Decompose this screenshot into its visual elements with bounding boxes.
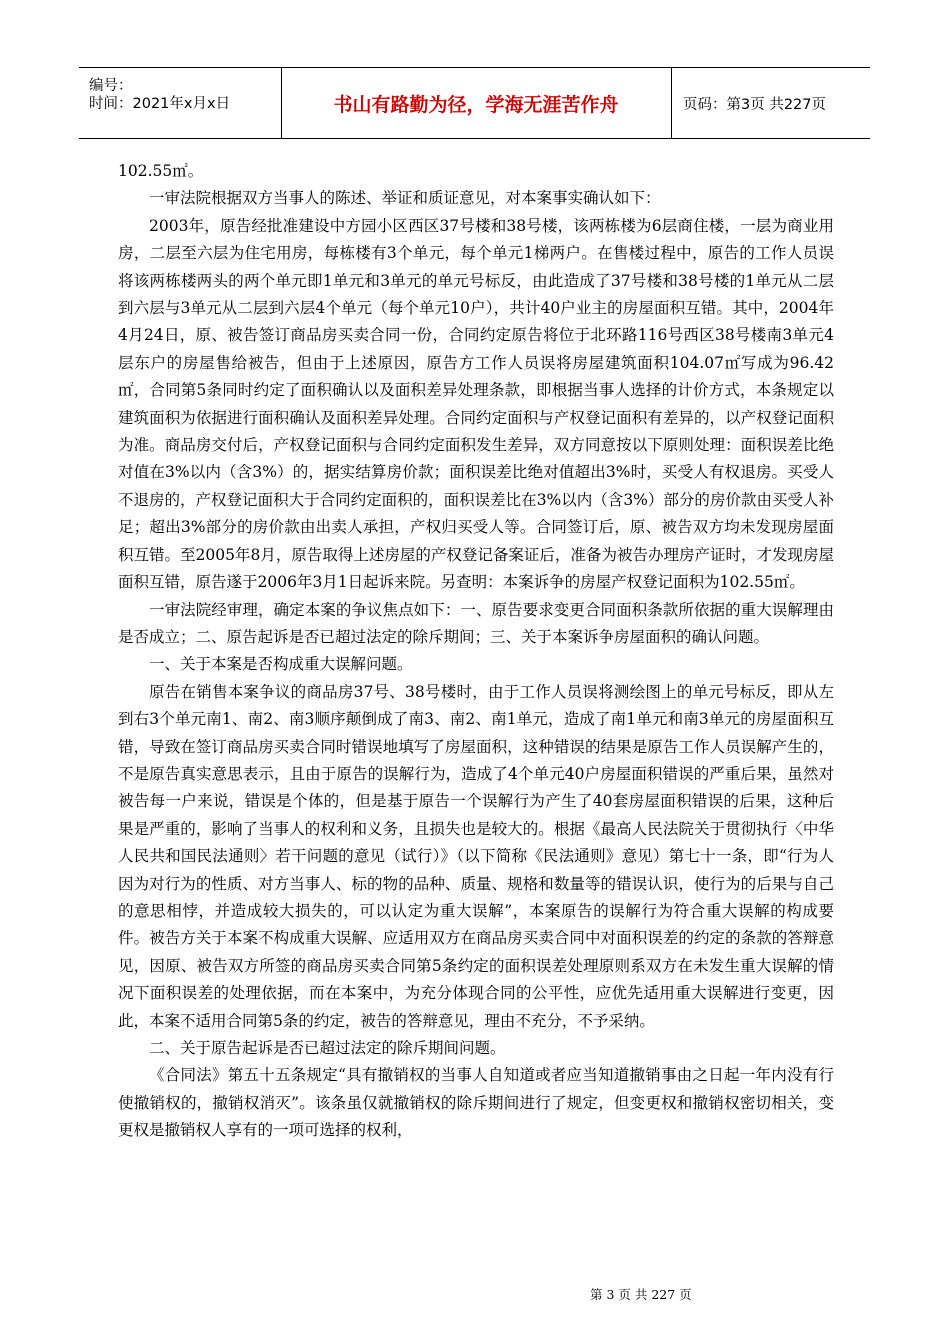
paragraph: 一审法院根据双方当事人的陈述、举证和质证意见，对本案事实确认如下：	[149, 189, 661, 208]
header-motto: 书山有路勤为径，学海无涯苦作舟	[281, 68, 672, 138]
body-text	[118, 158, 834, 1145]
time-label: 时间：2021年x月x日	[89, 96, 231, 112]
paragraph: 《合同法》第五十五条规定“具有撤销权的当事人自知道或者应当知道撤销事由之日起一年内没有行使撤销权的，撤销权消灭”。该条虽仅就撤销权的除斥期间进行了规定，但变更权和撤销权密切相关，变更权是撤销权人享有的一项可选择的权利，	[118, 1066, 834, 1140]
paragraph: 2003年，原告经批准建设中方园小区西区37号楼和38号楼，该两栋楼为6层商住楼，一层为商业用房，二层至六层为住宅用房，每栋楼有3个单元，每个单元1梯两户。在售楼过程中，原告的工作人员误将该两栋楼两头的两个单元即1单元和3单元的单元号标反，由此造成了37号楼和38号楼的1单元从二层到六层与3单元从二层到六层4个单元（每个单元10户），共计40户业主的房屋面积互错。其中，2004年4月24日，原、被告签订商品房买卖合同一份，合同约定原告将位于北环路116号西区38号楼南3单元4层东户的房屋售给被告，但由于上述原因，原告方工作人员误将房屋建筑面积104.07㎡写成为96.42㎡，合同第5条同时约定了面积确认以及面积差异处理条款，即根据当事人选择的计价方式，本条规定以建筑面积为依据进行面积确认及面积差异处理。合同约定面积与产权登记面积有差异的，以产权登记面积为准。商品房交付后，产权登记面积与合同约定面积发生差异，双方同意按以下原则处理：面积误差比绝对值在3%以内（含3%）的，据实结算房价款；面积误差比绝对值超出3%时，买受人有权退房。买受人不退房的，产权登记面积大于合同约定面积的，面积误差比在3%以内（含3%）部分的房价款由买受人补足；超出3%部分的房价款由出卖人承担，产权归买受人等。合同签订后，原、被告双方均未发现房屋面积互错。至2005年8月，原告取得上述房屋的产权登记备案证后，准备为被告办理房产证时，才发现房屋面积互错，原告遂于2006年3月1日起诉来院。另查明：本案诉争的房屋产权登记面积为102.55㎡。	[118, 216, 834, 592]
paragraph: 一、关于本案是否构成重大误解问题。	[149, 655, 413, 674]
number-label: 编号：	[89, 78, 133, 94]
paragraph: 原告在销售本案争议的商品房37号、38号楼时，由于工作人员误将测绘图上的单元号标反，即从左到右3个单元南1、南2、南3顺序颠倒成了南3、南2、南1单元，造成了南1单元和南3单元的房屋面积互错，导致在签订商品房买卖合同时错误地填写了房屋面积，这种错误的结果是原告工作人员误解产生的，不是原告真实意思表示，且由于原告的误解行为，造成了4个单元40户房屋面积错误的严重后果，虽然对被告每一户来说，错误是个体的，但是基于原告一个误解行为产生了40套房屋面积错误的后果，这种后果是严重的，影响了当事人的权利和义务，且损失也是较大的。根据《最高人民法院关于贯彻执行〈中华人民共和国民法通则〉若干问题的意见（试行）》（以下简称《民法通则》意见）第七十一条，即“行为人因为对行为的性质、对方当事人、标的物的品种、质量、规格和数量等的错误认识，使行为的后果与自己的意思相悖，并造成较大损失的，可以认定为重大误解”，本案原告的误解行为符合重大误解的构成要件。被告方关于本案不构成重大误解、应适用双方在商品房买卖合同中对面积误差的约定的条款的答辩意见，因原、被告双方所签的商品房买卖合同第5条约定的面积误差处理原则系双方在未发生重大误解的情况下面积误差的处理依据，而在本案中，为充分体现合同的公平性，应优先适用重大误解进行变更，因此，本案不适用合同第5条的约定，被告的答辩意见，理由不充分，不予采纳。	[118, 682, 834, 1030]
header-meta	[79, 68, 282, 138]
paragraph: 102.55㎡。	[118, 162, 204, 180]
paragraph: 一审法院经审理，确定本案的争议焦点如下：一、原告要求变更合同面积条款所依据的重大误解理由是否成立；二、原告起诉是否已超过法定的除斥期间；三、关于本案诉争房屋面积的确认问题。	[118, 600, 834, 646]
page-footer: 第 3 页 共 227 页	[590, 1287, 692, 1302]
page-header	[79, 67, 870, 139]
paragraph: 二、关于原告起诉是否已超过法定的除斥期间问题。	[149, 1039, 506, 1057]
header-page-info: 页码：第3页 共227页	[683, 96, 827, 113]
